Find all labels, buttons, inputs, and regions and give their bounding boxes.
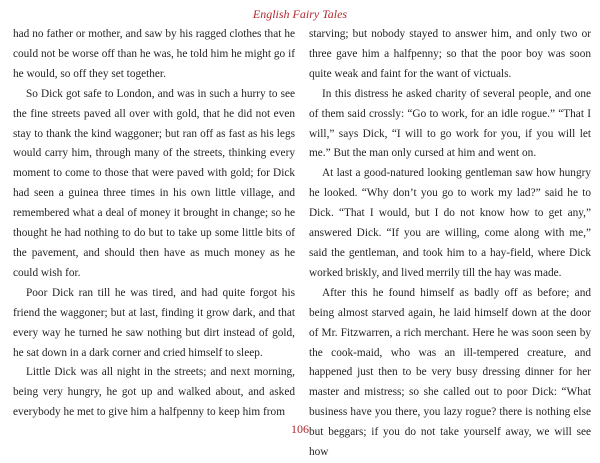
left-text-column [13,25,295,423]
page-number: 106 [291,422,309,436]
paragraph-continued: starving; but nobody stayed to answer him, and only two or three gave him a halfpenny; so that the poor boy was soon quite weak and faint for the want of victuals. [309,28,591,80]
paragraph-continued: had no father or mother, and saw by his ragged clothes that he could not be worse off than he was, he told him he might go if he would, so off they set together. [13,28,295,80]
paragraph: Poor Dick ran till he was tired, and had quite forgot his friend the waggoner; but at last, finding it grow dark, and that every way he turned he saw nothing but dirt instead of gold, he sat down in a dark corner and cried himself to sleep. [13,286,295,359]
paragraph: After this he found himself as badly off as before; and being almost starved again, he laid himself down at the door of Mr. Fitzwarren, a rich merchant. Here he was soon seen by the cook-maid, who was an ill-tempered creature, and happened just then to be very busy dressing dinner for her master and mistress; so she called out to poor Dick: “What business have you there, you lazy rogue? there is nothing else but beggars; if you do not take yourself away, we will see how [309,286,591,459]
paragraph: Little Dick was all night in the streets; and next morning, being very hungry, he got up and walked about, and asked everybody he met to give him a halfpenny to keep him from [13,366,295,419]
paragraph: So Dick got safe to London, and was in such a hurry to see the fine streets paved all over with gold, that he did not even stay to thank the kind waggoner; but ran off as fast as his legs would carry him, through many of the streets, thinking every moment to come to those that were paved with gold; for Dick had seen a guinea three times in his own little village, and remembered what a deal of money it brought in change; so he thought he had nothing to do but to take up some little bits of the pavement, and should then have as much money as he could wish for. [13,87,295,279]
paragraph: In this distress he asked charity of several people, and one of them said crossly: “Go to work, for an idle rogue.” “That I will,” says Dick, “I will to go work for you, if you will let me.” But the man only cursed at him and went on. [309,87,591,160]
right-text-column [309,25,591,463]
running-head-title: English Fairy Tales [252,7,348,21]
paragraph: At last a good-natured looking gentleman saw how hungry he looked. “Why don’t you go to work my lad?” said he to Dick. “That I would, but I do not know how to get any,” answered Dick. “If you are willing, come along with me,” said the gentleman, and took him to a hay-field, where Dick worked briskly, and lived merrily till the hay was made. [309,167,591,279]
